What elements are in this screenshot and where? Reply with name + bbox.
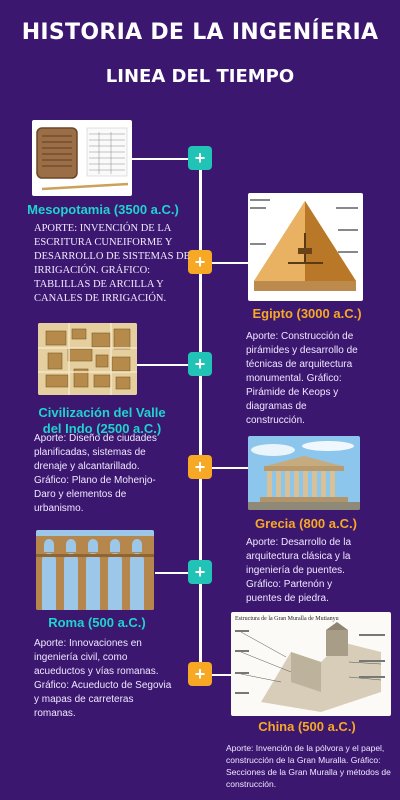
timeline-line <box>199 158 202 676</box>
page-title: HISTORIA DE LA INGENÍERIA <box>21 20 379 45</box>
event-label-grecia: Grecia (800 a.C.) <box>255 516 357 531</box>
event-description-indo: Aporte: Diseño de ciudades planificadas, sistemas de drenaje y alcantarillado. Gráfico: Plano de Mohenjo-Daro y elementos de urbanismo. <box>34 433 157 514</box>
event-label-roma: Roma (500 a.C.) <box>48 615 146 630</box>
page-subtitle: LINEA DEL TIEMPO <box>105 66 295 87</box>
mesopotamia-tablet-image <box>32 120 132 196</box>
connector-mesopotamia <box>128 158 190 160</box>
connector-china <box>212 674 232 676</box>
china-image-caption: Estructura de la Gran Muralla de Mutianyu <box>235 616 339 622</box>
connector-indo <box>135 364 190 366</box>
expand-button-roma[interactable]: + <box>188 560 212 584</box>
connector-roma <box>155 572 190 574</box>
event-label-egipto: Egipto (3000 a.C.) <box>252 306 362 321</box>
event-description-mesopotamia: APORTE: INVENCIÓN DE LA ESCRITURA CUNEIFORME Y DESARROLLO DE SISTEMAS DE IRRIGACIÓN. GRÁFICO: TABLILLAS DE ARCILLA Y CANALES DE IRRIGACIÓN. <box>34 223 191 304</box>
event-description-egipto: Aporte: Construcción de pirámides y desarrollo de técnicas de arquitectura monumental. Gráfico: Pirámide de Keops y diagramas de construcción. <box>246 331 358 426</box>
roma-aqueduct-image <box>36 530 154 610</box>
egipto-pyramid-image <box>248 193 363 301</box>
event-description-grecia: Aporte: Desarrollo de la arquitectura clásica y la ingeniería de puentes. Gráfico: Partenón y puentes de piedra. <box>246 537 352 604</box>
expand-button-china[interactable]: + <box>188 662 212 686</box>
event-description-china: Aporte: Invención de la pólvora y el papel, construcción de la Gran Muralla. Gráfico: Secciones de la Gran Muralla y métodos de construcción. <box>226 743 391 789</box>
expand-button-indo[interactable]: + <box>188 352 212 376</box>
china-great-wall-image <box>231 612 391 716</box>
connector-egipto <box>212 262 250 264</box>
event-label-indo: Civilización del Valle del Indo (2500 a.C.) <box>38 405 166 436</box>
expand-button-egipto[interactable]: + <box>188 250 212 274</box>
event-label-mesopotamia: Mesopotamia (3500 a.C.) <box>27 202 179 217</box>
connector-grecia <box>212 467 250 469</box>
grecia-parthenon-image <box>248 436 360 510</box>
expand-button-mesopotamia[interactable]: + <box>188 146 212 170</box>
event-label-china: China (500 a.C.) <box>258 719 356 734</box>
event-description-roma: Aporte: Innovaciones en ingeniería civil, como acueductos y vías romanas. Gráfico: Acueducto de Segovia y mapas de carreteras romanas. <box>34 638 172 719</box>
indo-city-plan-image <box>38 323 137 395</box>
expand-button-grecia[interactable]: + <box>188 455 212 479</box>
